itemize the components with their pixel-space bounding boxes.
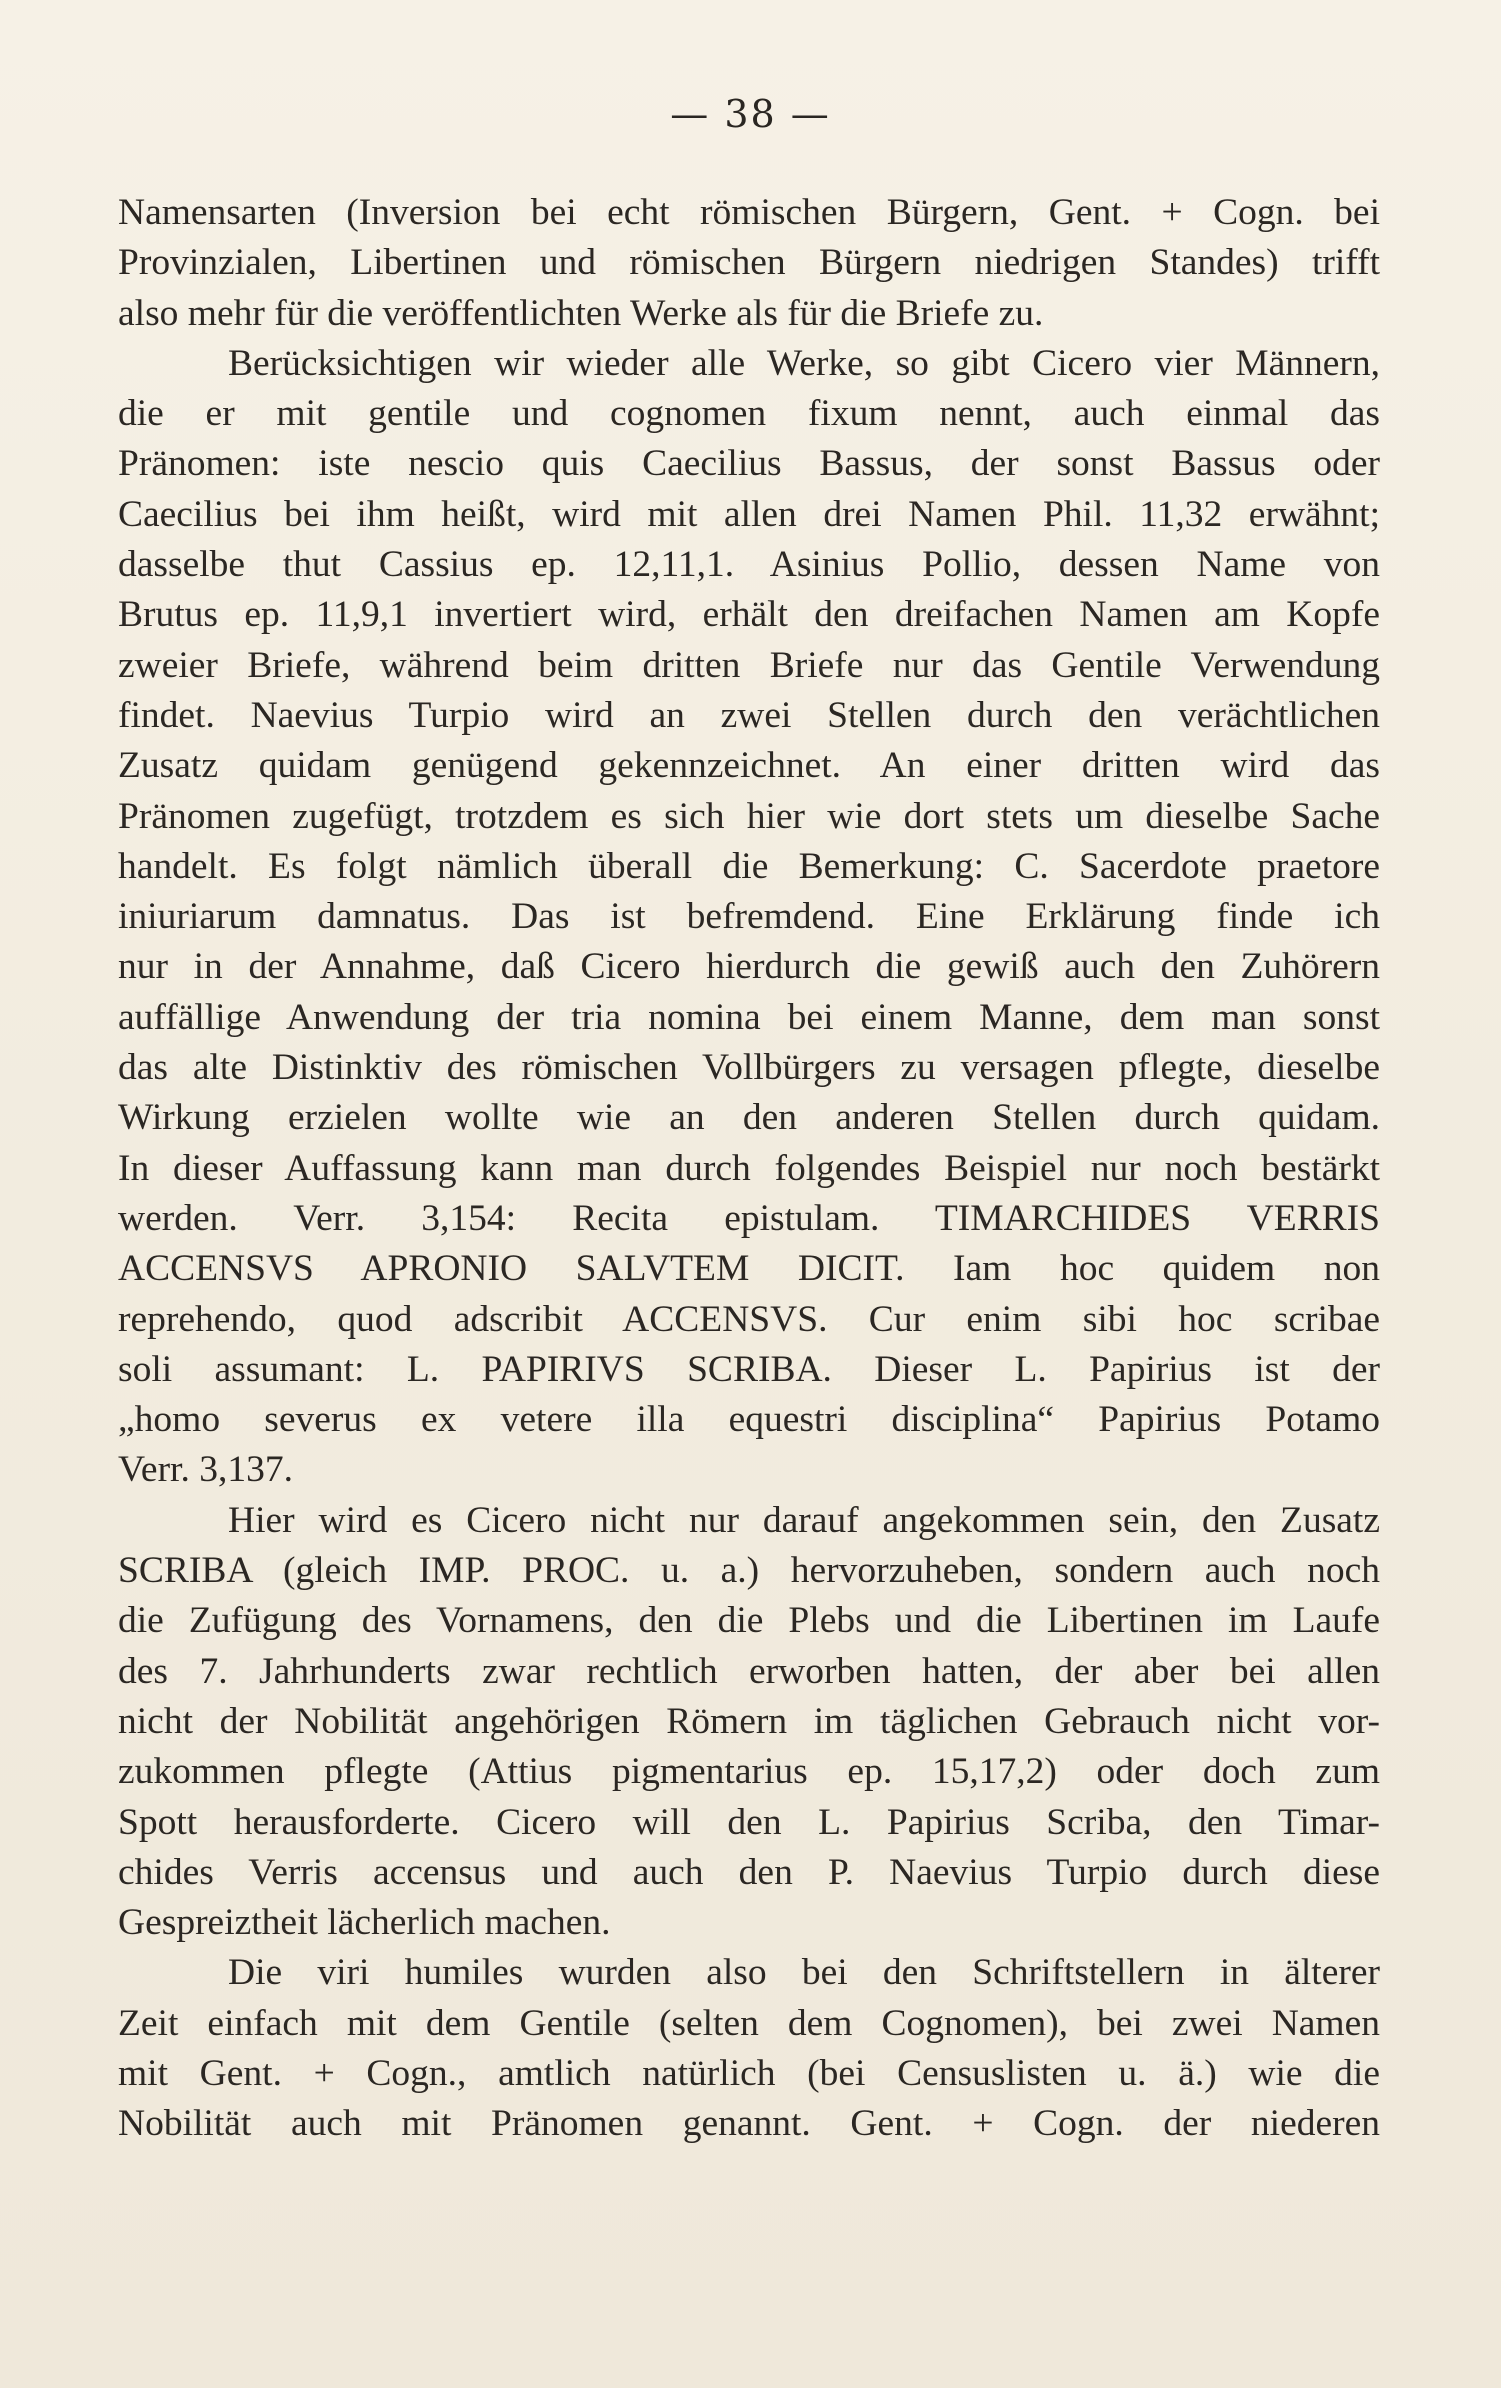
text-line: „homo severus ex vetere illa equestri disciplina“ Papirius Potamo (118, 1399, 1380, 1441)
text-line: nur in der Annahme, daß Cicero hierdurch die gewiß auch den Zuhörern (118, 946, 1380, 988)
text-line: In dieser Auffassung kann man durch folgendes Beispiel nur noch bestärkt (118, 1147, 1380, 1189)
text-line: Wirkung erzielen wollte wie an den anderen Stellen durch quidam. (118, 1097, 1380, 1139)
text-line: Zeit einfach mit dem Gentile (selten dem Cognomen), bei zwei Namen (118, 2002, 1380, 2044)
text-line: Caecilius bei ihm heißt, wird mit allen drei Namen Phil. 11,32 erwähnt; (118, 493, 1380, 535)
text-line: auffällige Anwendung der tria nomina bei einem Manne, dem man sonst (118, 996, 1380, 1038)
text-line: findet. Naevius Turpio wird an zwei Stellen durch den verächtlichen (118, 694, 1380, 736)
text-line: mit Gent. + Cogn., amtlich natürlich (bei Censuslisten u. ä.) wie die (118, 2052, 1380, 2094)
text-line: die Zufügung des Vornamens, den die Plebs und die Libertinen im Laufe (118, 1600, 1380, 1642)
text-line: Verr. 3,137. (118, 1449, 293, 1491)
text-line: iniuriarum damnatus. Das ist befremdend. Eine Erklärung finde ich (118, 896, 1380, 938)
text-line: ACCENSVS APRONIO SALVTEM DICIT. Iam hoc quidem non (118, 1248, 1380, 1290)
text-line: chides Verris accensus und auch den P. Naevius Turpio durch diese (118, 1851, 1380, 1893)
text-line: nicht der Nobilität angehörigen Römern im täglichen Gebrauch nicht vor- (118, 1700, 1380, 1742)
page-number: — 38 — (670, 92, 831, 136)
text-line: Berücksichtigen wir wieder alle Werke, so gibt Cicero vier Männern, (228, 342, 1380, 384)
text-line: Brutus ep. 11,9,1 invertiert wird, erhält den dreifachen Namen am Kopfe (118, 594, 1380, 636)
text-line: Provinzialen, Libertinen und römischen Bürgern niedrigen Standes) trifft (118, 242, 1380, 284)
text-line: soli assumant: L. PAPIRIVS SCRIBA. Dieser L. Papirius ist der (118, 1348, 1380, 1390)
text-line: das alte Distinktiv des römischen Vollbürgers zu versagen pflegte, dieselbe (118, 1047, 1380, 1089)
text-line: Zusatz quidam genügend gekennzeichnet. An einer dritten wird das (118, 745, 1380, 787)
text-line: zukommen pflegte (Attius pigmentarius ep. 15,17,2) oder doch zum (118, 1751, 1380, 1793)
text-line: zweier Briefe, während beim dritten Briefe nur das Gentile Verwendung (118, 644, 1380, 686)
text-line: die er mit gentile und cognomen fixum nennt, auch einmal das (118, 393, 1380, 435)
text-line: Gespreiztheit lächerlich machen. (118, 1902, 611, 1944)
text-line: Pränomen: iste nescio quis Caecilius Bassus, der sonst Bassus oder (118, 443, 1380, 485)
text-line: Nobilität auch mit Pränomen genannt. Gent. + Cogn. der niederen (118, 2103, 1380, 2145)
text-line: dasselbe thut Cassius ep. 12,11,1. Asinius Pollio, dessen Name von (118, 544, 1380, 586)
text-line: handelt. Es folgt nämlich überall die Bemerkung: C. Sacerdote praetore (118, 845, 1380, 887)
text-line: Spott herausforderte. Cicero will den L. Papirius Scriba, den Timar- (118, 1801, 1380, 1843)
text-line: Namensarten (Inversion bei echt römischen Bürgern, Gent. + Cogn. bei (118, 192, 1380, 233)
body-text (118, 188, 1380, 2150)
text-line: SCRIBA (gleich IMP. PROC. u. a.) hervorzuheben, sondern auch noch (118, 1550, 1380, 1592)
text-line: des 7. Jahrhunderts zwar rechtlich erworben hatten, der aber bei allen (118, 1650, 1380, 1692)
text-line: Hier wird es Cicero nicht nur darauf angekommen sein, den Zusatz (228, 1499, 1380, 1541)
text-line: reprehendo, quod adscribit ACCENSVS. Cur enim sibi hoc scribae (118, 1298, 1380, 1340)
text-line: also mehr für die veröffentlichten Werke als für die Briefe zu. (118, 292, 1044, 334)
text-line: Die viri humiles wurden also bei den Schriftstellern in älterer (228, 1952, 1380, 1994)
text-line: werden. Verr. 3,154: Recita epistulam. TIMARCHIDES VERRIS (118, 1197, 1380, 1239)
text-line: Pränomen zugefügt, trotzdem es sich hier wie dort stets um dieselbe Sache (118, 795, 1380, 837)
